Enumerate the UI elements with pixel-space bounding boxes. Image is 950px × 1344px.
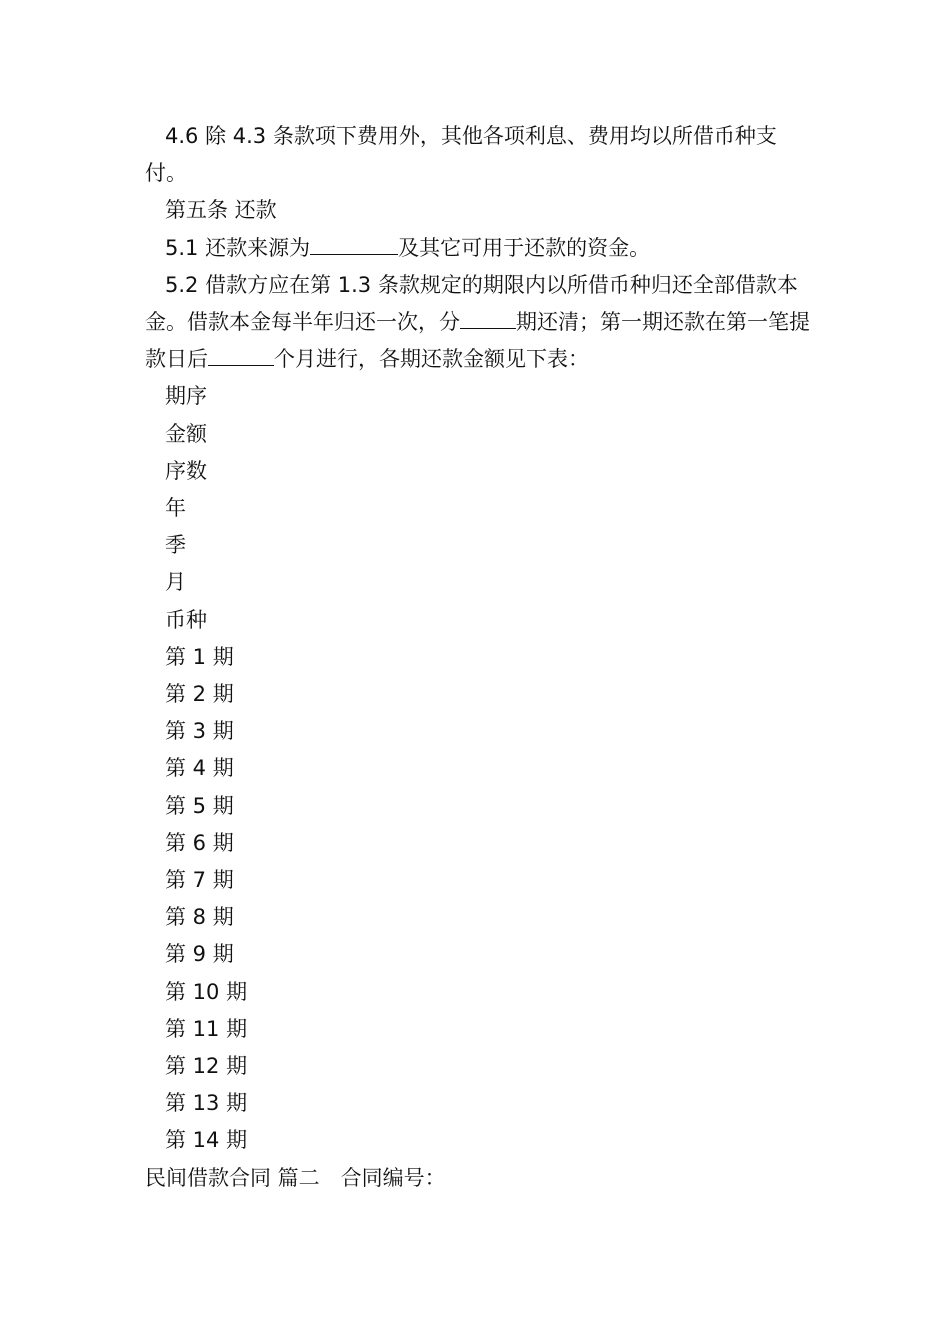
clause-5-2-part1: 5.2 借款方应在第 1.3 条款规定的期限内以所借币种归还全部借款本金。借款本金每半年归还一次，分	[145, 272, 798, 335]
period-row: 第 4 期	[165, 756, 234, 781]
period-row: 第 7 期	[165, 868, 234, 893]
period-row: 第 14 期	[165, 1128, 248, 1153]
table-header-quarter: 季	[165, 533, 186, 558]
table-header-ordinal: 序数	[165, 458, 207, 483]
installment-count-blank	[460, 308, 516, 329]
period-row: 第 12 期	[165, 1054, 248, 1079]
period-row: 第 5 期	[165, 793, 234, 818]
table-header-amount: 金额	[165, 421, 207, 446]
clause-4-6: 4.6 除 4.3 条款项下费用外，其他各项利息、费用均以所借币种支付。	[145, 124, 777, 186]
period-row: 第 2 期	[165, 682, 234, 707]
period-row: 第 3 期	[165, 719, 234, 744]
period-row: 第 1 期	[165, 644, 234, 669]
clause-5-2-part2: 期还清；第一期还款在第一笔提款日后	[145, 310, 810, 372]
period-row: 第 10 期	[165, 979, 248, 1004]
table-header-sequence: 期序	[165, 384, 207, 409]
months-after-drawdown-blank	[208, 345, 274, 366]
document-body	[145, 118, 810, 1197]
article-5-title: 第五条 还款	[165, 198, 277, 223]
period-row: 第 8 期	[165, 905, 234, 930]
clause-5-2	[145, 267, 810, 379]
period-row: 第 13 期	[165, 1091, 248, 1116]
repayment-source-blank	[310, 234, 398, 255]
clause-5-1-text-after: 及其它可用于还款的资金。	[398, 235, 651, 260]
table-header-currency: 币种	[165, 607, 207, 632]
contract-two-heading: 民间借款合同 篇二 合同编号：	[145, 1165, 446, 1190]
clause-5-1-text-before: 5.1 还款来源为	[165, 235, 311, 260]
table-header-year: 年	[165, 496, 186, 521]
clause-5-2-part3: 个月进行，各期还款金额见下表：	[274, 347, 589, 372]
table-header-month: 月	[165, 570, 186, 595]
clause-5-1	[145, 230, 810, 267]
period-row: 第 9 期	[165, 942, 234, 967]
period-row: 第 11 期	[165, 1016, 248, 1041]
period-row: 第 6 期	[165, 830, 234, 855]
